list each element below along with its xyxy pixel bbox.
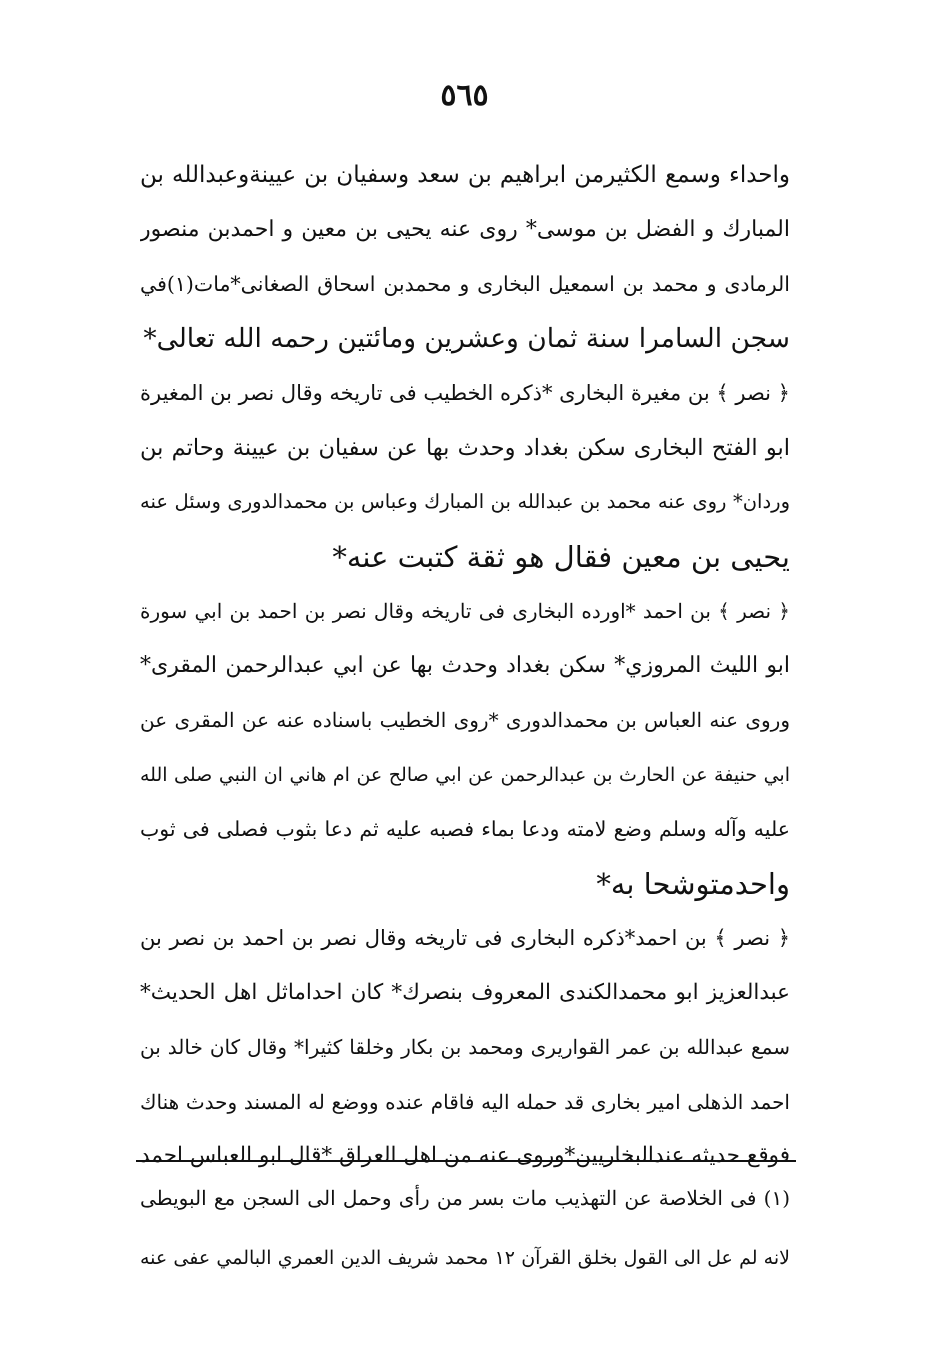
entry-heading-line: ﴿ نصر ﴾ بن احمد *اورده البخارى فى تاريخه وقال نصر بن احمد بن ابي سورة bbox=[140, 599, 790, 623]
entry-heading-line: ﴿ نصر ﴾ بن احمد*ذكره البخارى فى تاريخه وقال نصر بن احمد بن نصر بن bbox=[140, 926, 790, 950]
text-line: الرمادى و محمد بن اسمعيل البخارى و محمدبن اسحاق الصغانى*مات(١)في bbox=[140, 272, 790, 296]
text-line: احمد الذهلى امير بخارى قد حمله اليه فاقام عنده ووضع له المسند وحدث هناك bbox=[140, 1089, 790, 1114]
text-line: فوقع حديثه عندالبخاريين*وروى عنه من اهل العراق *قال ابو العباس احمد bbox=[140, 1143, 790, 1168]
text-line: وروى عنه العباس بن محمدالدورى *روى الخطيب باسناده عنه عن المقرى عن bbox=[140, 708, 790, 732]
text-line: سمع عبدالله بن عمر القواريرى ومحمد بن بكار وخلقا كثيرا* وقال كان خالد بن bbox=[140, 1035, 790, 1059]
text-line: واحدمتوشحا به* bbox=[596, 866, 790, 901]
text-line: المبارك و الفضل بن موسى* روى عنه يحيى بن معين و احمدبن منصور bbox=[140, 216, 790, 242]
text-line: عبدالعزيز ابو محمدالكندى المعروف بنصرك* كان احداماثل اهل الحديث* bbox=[140, 979, 790, 1005]
text-line: ابي حنيفة عن الحارث بن عبدالرحمن عن ابي صالح عن ام هاني ان النبي صلى الله bbox=[140, 763, 790, 786]
text-line: وردان* روى عنه محمد بن عبدالله بن المبارك وعباس بن محمدالدورى وسئل عنه bbox=[140, 490, 790, 513]
text-line: واحداء وسمع الكثيرمن ابراهيم بن سعد وسفيان بن عيينةوعبدالله بن bbox=[140, 162, 790, 188]
entry-heading-line: ﴿ نصر ﴾ بن مغيرة البخارى *ذكره الخطيب فى تاريخه وقال نصر بن المغيرة bbox=[140, 381, 790, 405]
text-line: ابو الفتح البخارى سكن بغداد وحدث بها عن سفيان بن عيينة وحاتم بن bbox=[140, 434, 790, 461]
text-line: يحيى بن معين فقال هو ثقة كتبت عنه* bbox=[332, 539, 790, 574]
text-line: ابو الليث المروزي* سكن بغداد وحدث بها عن ابي عبدالرحمن المقرى* bbox=[140, 652, 790, 678]
footnotes-block bbox=[140, 1168, 790, 1288]
main-text-block bbox=[140, 148, 790, 1184]
footnote-line: (١) فى الخلاصة عن التهذيب مات بسر من رأى وحمل الى السجن مع البويطى bbox=[140, 1186, 790, 1210]
footnote-line: لانه لم عل الى القول بخلق القرآن ١٢ محمد شريف الدين العمري البالمي عفى عنه bbox=[140, 1247, 790, 1269]
footnote-divider bbox=[136, 1160, 796, 1162]
page-number: ٥٦٥ bbox=[440, 78, 489, 113]
text-line: عليه وآله وسلم وضع لامته ودعا بماء فصبه عليه ثم دعا بثوب فصلى فى ثوب bbox=[140, 817, 790, 841]
text-line: سجن السامرا سنة ثمان وعشرين ومائتين رحمه الله تعالى* bbox=[143, 322, 790, 354]
